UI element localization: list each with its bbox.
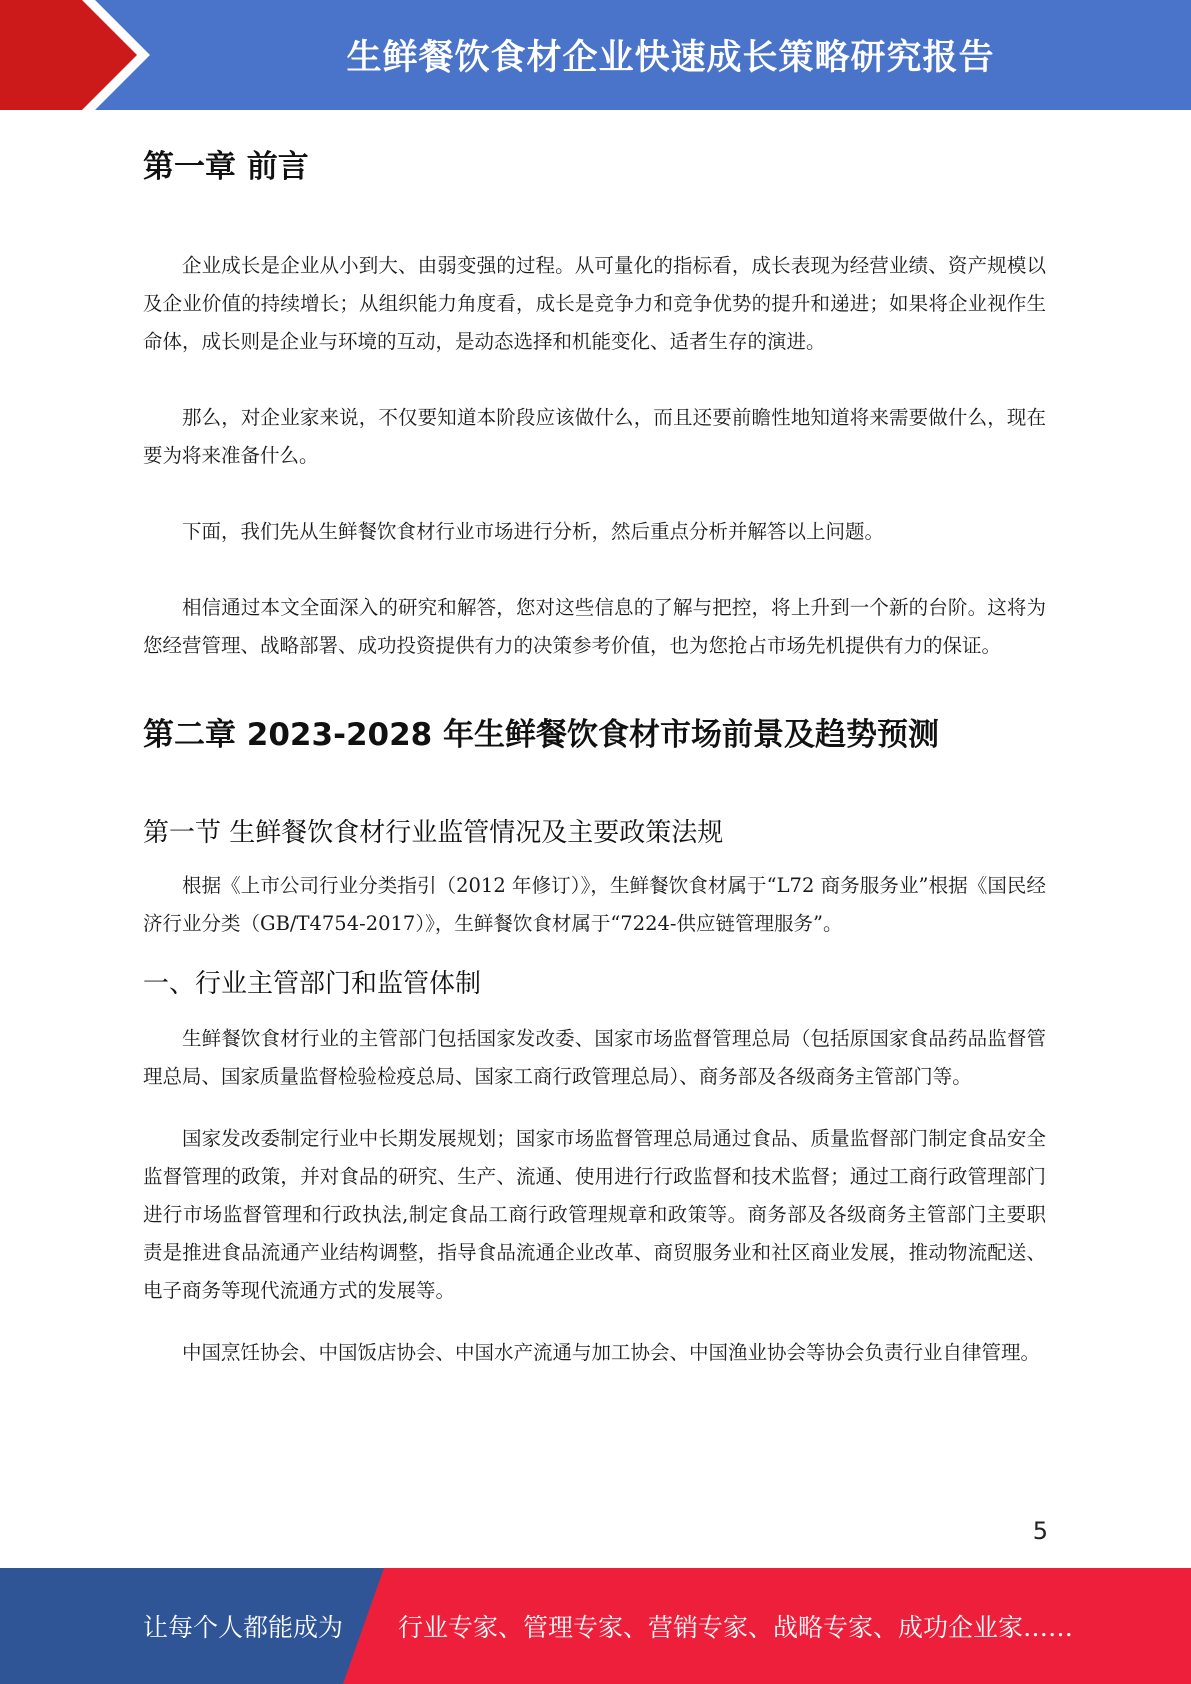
document-body (143, 110, 1046, 1372)
chapter1-paragraph-3: 下面，我们先从生鲜餐饮食材行业市场进行分析，然后重点分析并解答以上问题。 (182, 520, 885, 543)
chapter1-paragraph-1: 企业成长是企业从小到大、由弱变强的过程。从可量化的指标看，成长表现为经营业绩、资产规模以及企业价值的持续增长；从组织能力角度看，成长是竞争力和竞争优势的提升和递进；如果将企业视作生命体，成长则是企业与环境的互动，是动态选择和机能变化、适者生存的演进。 (143, 254, 1046, 353)
chapter1-paragraph-2: 那么，对企业家来说，不仅要知道本阶段应该做什么，而且还要前瞻性地知道将来需要做什么，现在要为将来准备什么。 (143, 406, 1046, 467)
chapter2-heading: 第二章 2023-2028 年生鲜餐饮食材市场前景及趋势预测 (143, 717, 940, 753)
page-header (0, 0, 1191, 110)
page-footer (0, 1568, 1191, 1684)
section1-paragraph: 根据《上市公司行业分类指引（2012 年修订）》，生鲜餐饮食材属于“L72 商务服务业”根据《国民经济行业分类（GB/T4754-2017）》，生鲜餐饮食材属于“7224-供应链管理服务”。 (143, 874, 1046, 935)
page-number: 5 (1032, 1517, 1048, 1545)
header-chevron-icon (0, 0, 160, 110)
subsection1-paragraph-1: 生鲜餐饮食材行业的主管部门包括国家发改委、国家市场监督管理总局（包括原国家食品药品监督管理总局、国家质量监督检验检疫总局、国家工商行政管理总局）、商务部及各级商务主管部门等。 (143, 1027, 1046, 1088)
report-title: 生鲜餐饮食材企业快速成长策略研究报告 (346, 38, 995, 78)
footer-slogan-left: 让每个人都能成为 (143, 1613, 344, 1642)
subsection1-paragraph-3: 中国烹饪协会、中国饭店协会、中国水产流通与加工协会、中国渔业协会等协会负责行业自律管理。 (182, 1341, 1041, 1364)
chapter1-heading: 第一章 前言 (143, 149, 309, 185)
chapter1-paragraph-4: 相信通过本文全面深入的研究和解答，您对这些信息的了解与把控，将上升到一个新的台阶。这将为您经营管理、战略部署、成功投资提供有力的决策参考价值，也为您抢占市场先机提供有力的保证。 (143, 596, 1046, 657)
section1-heading: 第一节 生鲜餐饮食材行业监管情况及主要政策法规 (143, 818, 724, 848)
footer-slogan-right: 行业专家、管理专家、营销专家、战略专家、成功企业家…… (398, 1613, 1074, 1642)
subsection1-heading: 一、行业主管部门和监管体制 (143, 969, 482, 999)
subsection1-paragraph-2: 国家发改委制定行业中长期发展规划；国家市场监督管理总局通过食品、质量监督部门制定食品安全监督管理的政策，并对食品的研究、生产、流通、使用进行行政监督和技术监督；通过工商行政管理部门进行市场监督管理和行政执法,制定食品工商行政管理规章和政策等。商务部及各级商务主管部门主要职责是推进食品流通产业结构调整，指导食品流通企业改革、商贸服务业和社区商业发展，推动物流配送、电子商务等现代流通方式的发展等。 (143, 1127, 1046, 1302)
